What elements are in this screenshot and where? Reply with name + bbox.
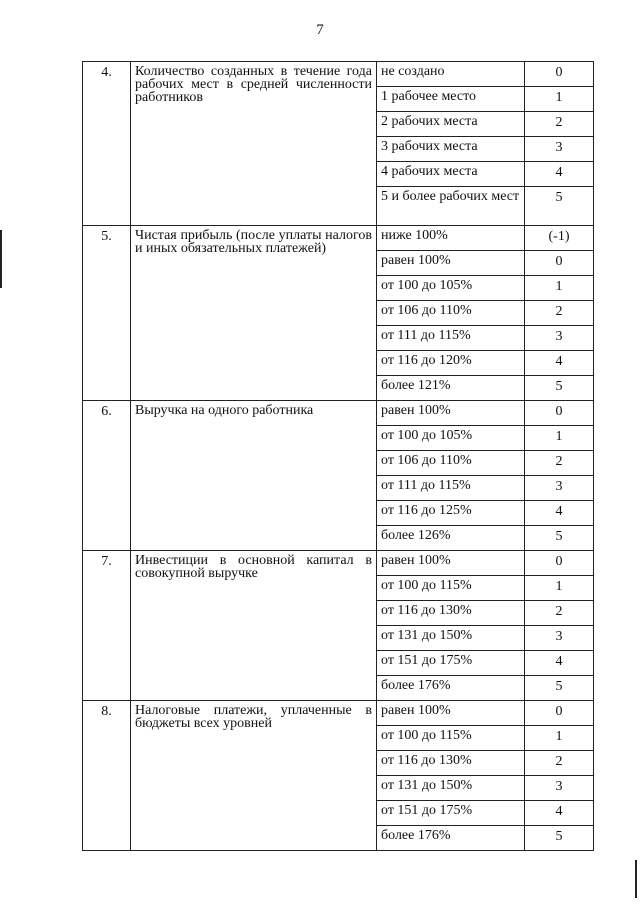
score-cell: 2: [525, 301, 594, 326]
condition-cell: 4 рабочих места: [377, 162, 525, 187]
score-cell: 2: [525, 751, 594, 776]
score-cell: 1: [525, 87, 594, 112]
table-row: [83, 701, 594, 726]
criterion-name: Чистая прибыль (после уплаты налогов и иных обязательных платежей): [131, 226, 377, 401]
score-cell: 1: [525, 276, 594, 301]
score-cell: 4: [525, 801, 594, 826]
condition-cell: от 116 до 120%: [377, 351, 525, 376]
score-cell: 2: [525, 601, 594, 626]
scan-edge-mark: [635, 860, 637, 898]
criterion-number: 8.: [83, 701, 131, 851]
condition-cell: ниже 100%: [377, 226, 525, 251]
condition-cell: от 111 до 115%: [377, 476, 525, 501]
criterion-name: Выручка на одного работника: [131, 401, 377, 551]
table-row: [83, 226, 594, 251]
score-cell: 5: [525, 187, 594, 226]
condition-cell: более 121%: [377, 376, 525, 401]
score-cell: 5: [525, 676, 594, 701]
score-cell: 3: [525, 626, 594, 651]
condition-cell: от 131 до 150%: [377, 626, 525, 651]
condition-cell: равен 100%: [377, 551, 525, 576]
criteria-table: [82, 61, 594, 851]
condition-cell: 5 и более рабочих мест: [377, 187, 525, 226]
criterion-name: Налоговые платежи, уплаченные в бюджеты всех уровней: [131, 701, 377, 851]
score-cell: 4: [525, 351, 594, 376]
criterion-number: 6.: [83, 401, 131, 551]
criterion-number: 5.: [83, 226, 131, 401]
condition-cell: от 106 до 110%: [377, 301, 525, 326]
score-cell: 0: [525, 251, 594, 276]
score-cell: 3: [525, 776, 594, 801]
score-cell: 0: [525, 551, 594, 576]
condition-cell: от 151 до 175%: [377, 801, 525, 826]
condition-cell: от 116 до 125%: [377, 501, 525, 526]
condition-cell: от 100 до 105%: [377, 276, 525, 301]
criterion-name: Инвестиции в основной капитал в совокупной выручке: [131, 551, 377, 701]
score-cell: 2: [525, 451, 594, 476]
table-row: [83, 551, 594, 576]
score-cell: 4: [525, 651, 594, 676]
score-cell: (-1): [525, 226, 594, 251]
table-row: [83, 62, 594, 87]
condition-cell: от 111 до 115%: [377, 326, 525, 351]
condition-cell: 1 рабочее место: [377, 87, 525, 112]
criterion-name: Количество созданных в течение года рабочих мест в средней численности работников: [131, 62, 377, 226]
table-row: [83, 401, 594, 426]
condition-cell: равен 100%: [377, 251, 525, 276]
score-cell: 5: [525, 826, 594, 851]
score-cell: 1: [525, 726, 594, 751]
score-cell: 3: [525, 476, 594, 501]
score-cell: 4: [525, 162, 594, 187]
criterion-number: 4.: [83, 62, 131, 226]
condition-cell: от 131 до 150%: [377, 776, 525, 801]
score-cell: 5: [525, 376, 594, 401]
condition-cell: равен 100%: [377, 401, 525, 426]
score-cell: 4: [525, 501, 594, 526]
condition-cell: от 151 до 175%: [377, 651, 525, 676]
page-number: 7: [316, 22, 324, 38]
score-cell: 1: [525, 426, 594, 451]
condition-cell: от 100 до 105%: [377, 426, 525, 451]
condition-cell: не создано: [377, 62, 525, 87]
scan-edge-mark: [0, 230, 2, 288]
score-cell: 5: [525, 526, 594, 551]
condition-cell: 2 рабочих места: [377, 112, 525, 137]
condition-cell: более 176%: [377, 826, 525, 851]
score-cell: 3: [525, 137, 594, 162]
condition-cell: более 176%: [377, 676, 525, 701]
score-cell: 3: [525, 326, 594, 351]
condition-cell: равен 100%: [377, 701, 525, 726]
condition-cell: 3 рабочих места: [377, 137, 525, 162]
condition-cell: от 116 до 130%: [377, 601, 525, 626]
score-cell: 1: [525, 576, 594, 601]
score-cell: 0: [525, 701, 594, 726]
condition-cell: от 100 до 115%: [377, 576, 525, 601]
condition-cell: от 106 до 110%: [377, 451, 525, 476]
condition-cell: от 116 до 130%: [377, 751, 525, 776]
condition-cell: от 100 до 115%: [377, 726, 525, 751]
score-cell: 0: [525, 401, 594, 426]
criterion-number: 7.: [83, 551, 131, 701]
score-cell: 0: [525, 62, 594, 87]
score-cell: 2: [525, 112, 594, 137]
condition-cell: более 126%: [377, 526, 525, 551]
